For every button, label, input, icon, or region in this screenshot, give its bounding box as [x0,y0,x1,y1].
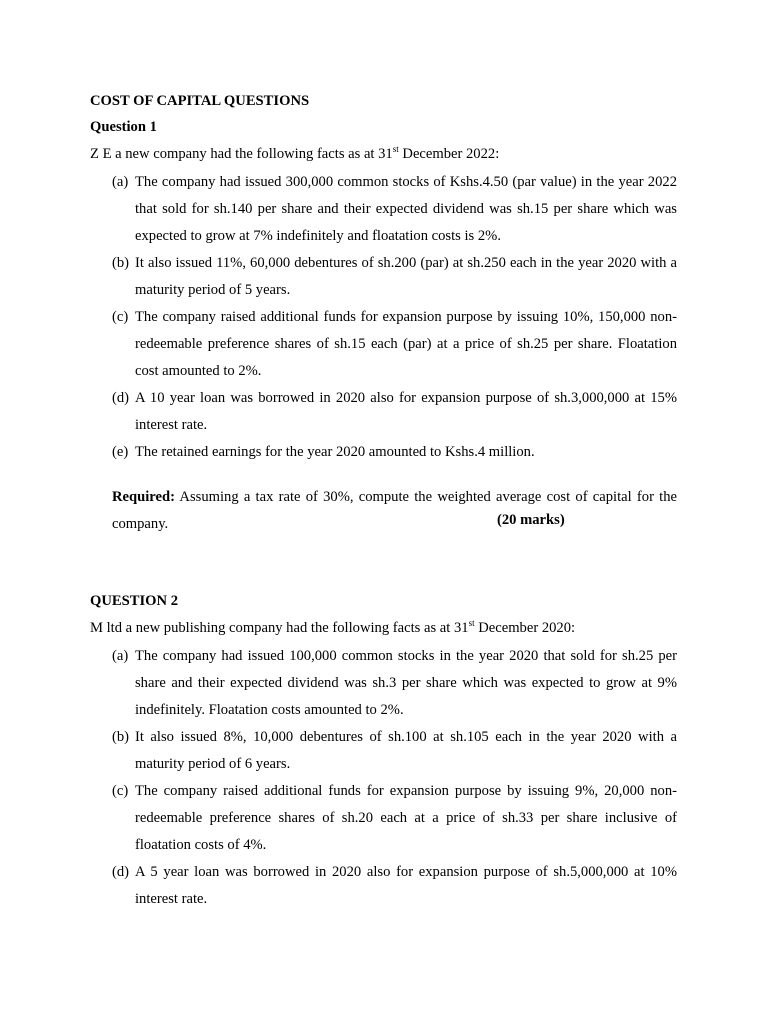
item-text: It also issued 11%, 60,000 debentures of sh.200 (par) at sh.250 each in the year 2020 with a maturity period of 5 years. [135,255,677,298]
item-marker: (c) [112,783,129,799]
question-2-intro-date: December 2020: [474,620,576,636]
question-1-intro-text: Z E a new company had the following facts as at 31 [90,146,393,162]
item-marker: (c) [112,309,129,325]
question-1-item-b [112,250,677,304]
question-1-item-a [112,169,677,250]
item-text: The company raised additional funds for expansion purpose by issuing 9%, 20,000 non-redeemable preference shares of sh.20 each at a price of sh.33 per share inclusive of floatation costs of 4%. [135,783,677,853]
question-2-item-c [112,778,677,859]
required-text: Assuming a tax rate of 30%, compute the weighted average cost of capital for the company. [112,489,677,532]
item-marker: (a) [112,648,129,664]
question-2-list [112,643,677,913]
question-2-item-b [112,724,677,778]
required-label: Required: [112,489,175,505]
question-2-intro-superscript: st [468,618,475,628]
question-1-required [112,484,677,538]
item-text: The company had issued 300,000 common stocks of Kshs.4.50 (par value) in the year 2022 that sold for sh.140 per share and their expected dividend was sh.15 per share which was expected to grow at 7% indefinitely and floatation costs is 2%. [135,174,677,244]
item-text: A 10 year loan was borrowed in 2020 also for expansion purpose of sh.3,000,000 at 15% interest rate. [135,390,677,433]
question-2-intro-text: M ltd a new publishing company had the following facts as at 31 [90,620,469,636]
item-text: A 5 year loan was borrowed in 2020 also for expansion purpose of sh.5,000,000 at 10% interest rate. [135,864,677,907]
question-1-heading: Question 1 [90,119,157,135]
question-2-item-d [112,859,677,913]
item-marker: (d) [112,390,130,406]
item-text: The company had issued 100,000 common stocks in the year 2020 that sold for sh.25 per share and their expected dividend was sh.3 per share which was expected to grow at 9% indefinitely. Floatation costs amounted to 2%. [135,648,677,718]
item-text: It also issued 8%, 10,000 debentures of sh.100 at sh.105 each in the year 2020 with a maturity period of 6 years. [135,729,677,772]
question-1-item-d [112,385,677,439]
question-2-heading: QUESTION 2 [90,593,178,609]
item-text: The company raised additional funds for expansion purpose by issuing 10%, 150,000 non-redeemable preference shares of sh.15 each (par) at a price of sh.25 per share. Floatation cost amounted to 2%. [135,309,677,379]
item-text: The retained earnings for the year 2020 amounted to Kshs.4 million. [135,444,535,460]
question-1-item-c [112,304,677,385]
item-marker: (b) [112,255,130,271]
question-1-intro [90,146,499,163]
document-title: COST OF CAPITAL QUESTIONS [90,93,310,109]
question-2-item-a [112,643,677,724]
item-marker: (d) [112,864,130,880]
item-marker: (a) [112,174,129,190]
question-1-list [112,169,677,466]
question-2-intro [90,620,575,637]
item-marker: (e) [112,444,129,460]
question-1-marks: (20 marks) [497,512,565,528]
question-1-item-e [112,439,677,466]
question-1-intro-date: December 2022: [398,146,500,162]
question-1-intro-superscript: st [392,144,399,154]
item-marker: (b) [112,729,130,745]
